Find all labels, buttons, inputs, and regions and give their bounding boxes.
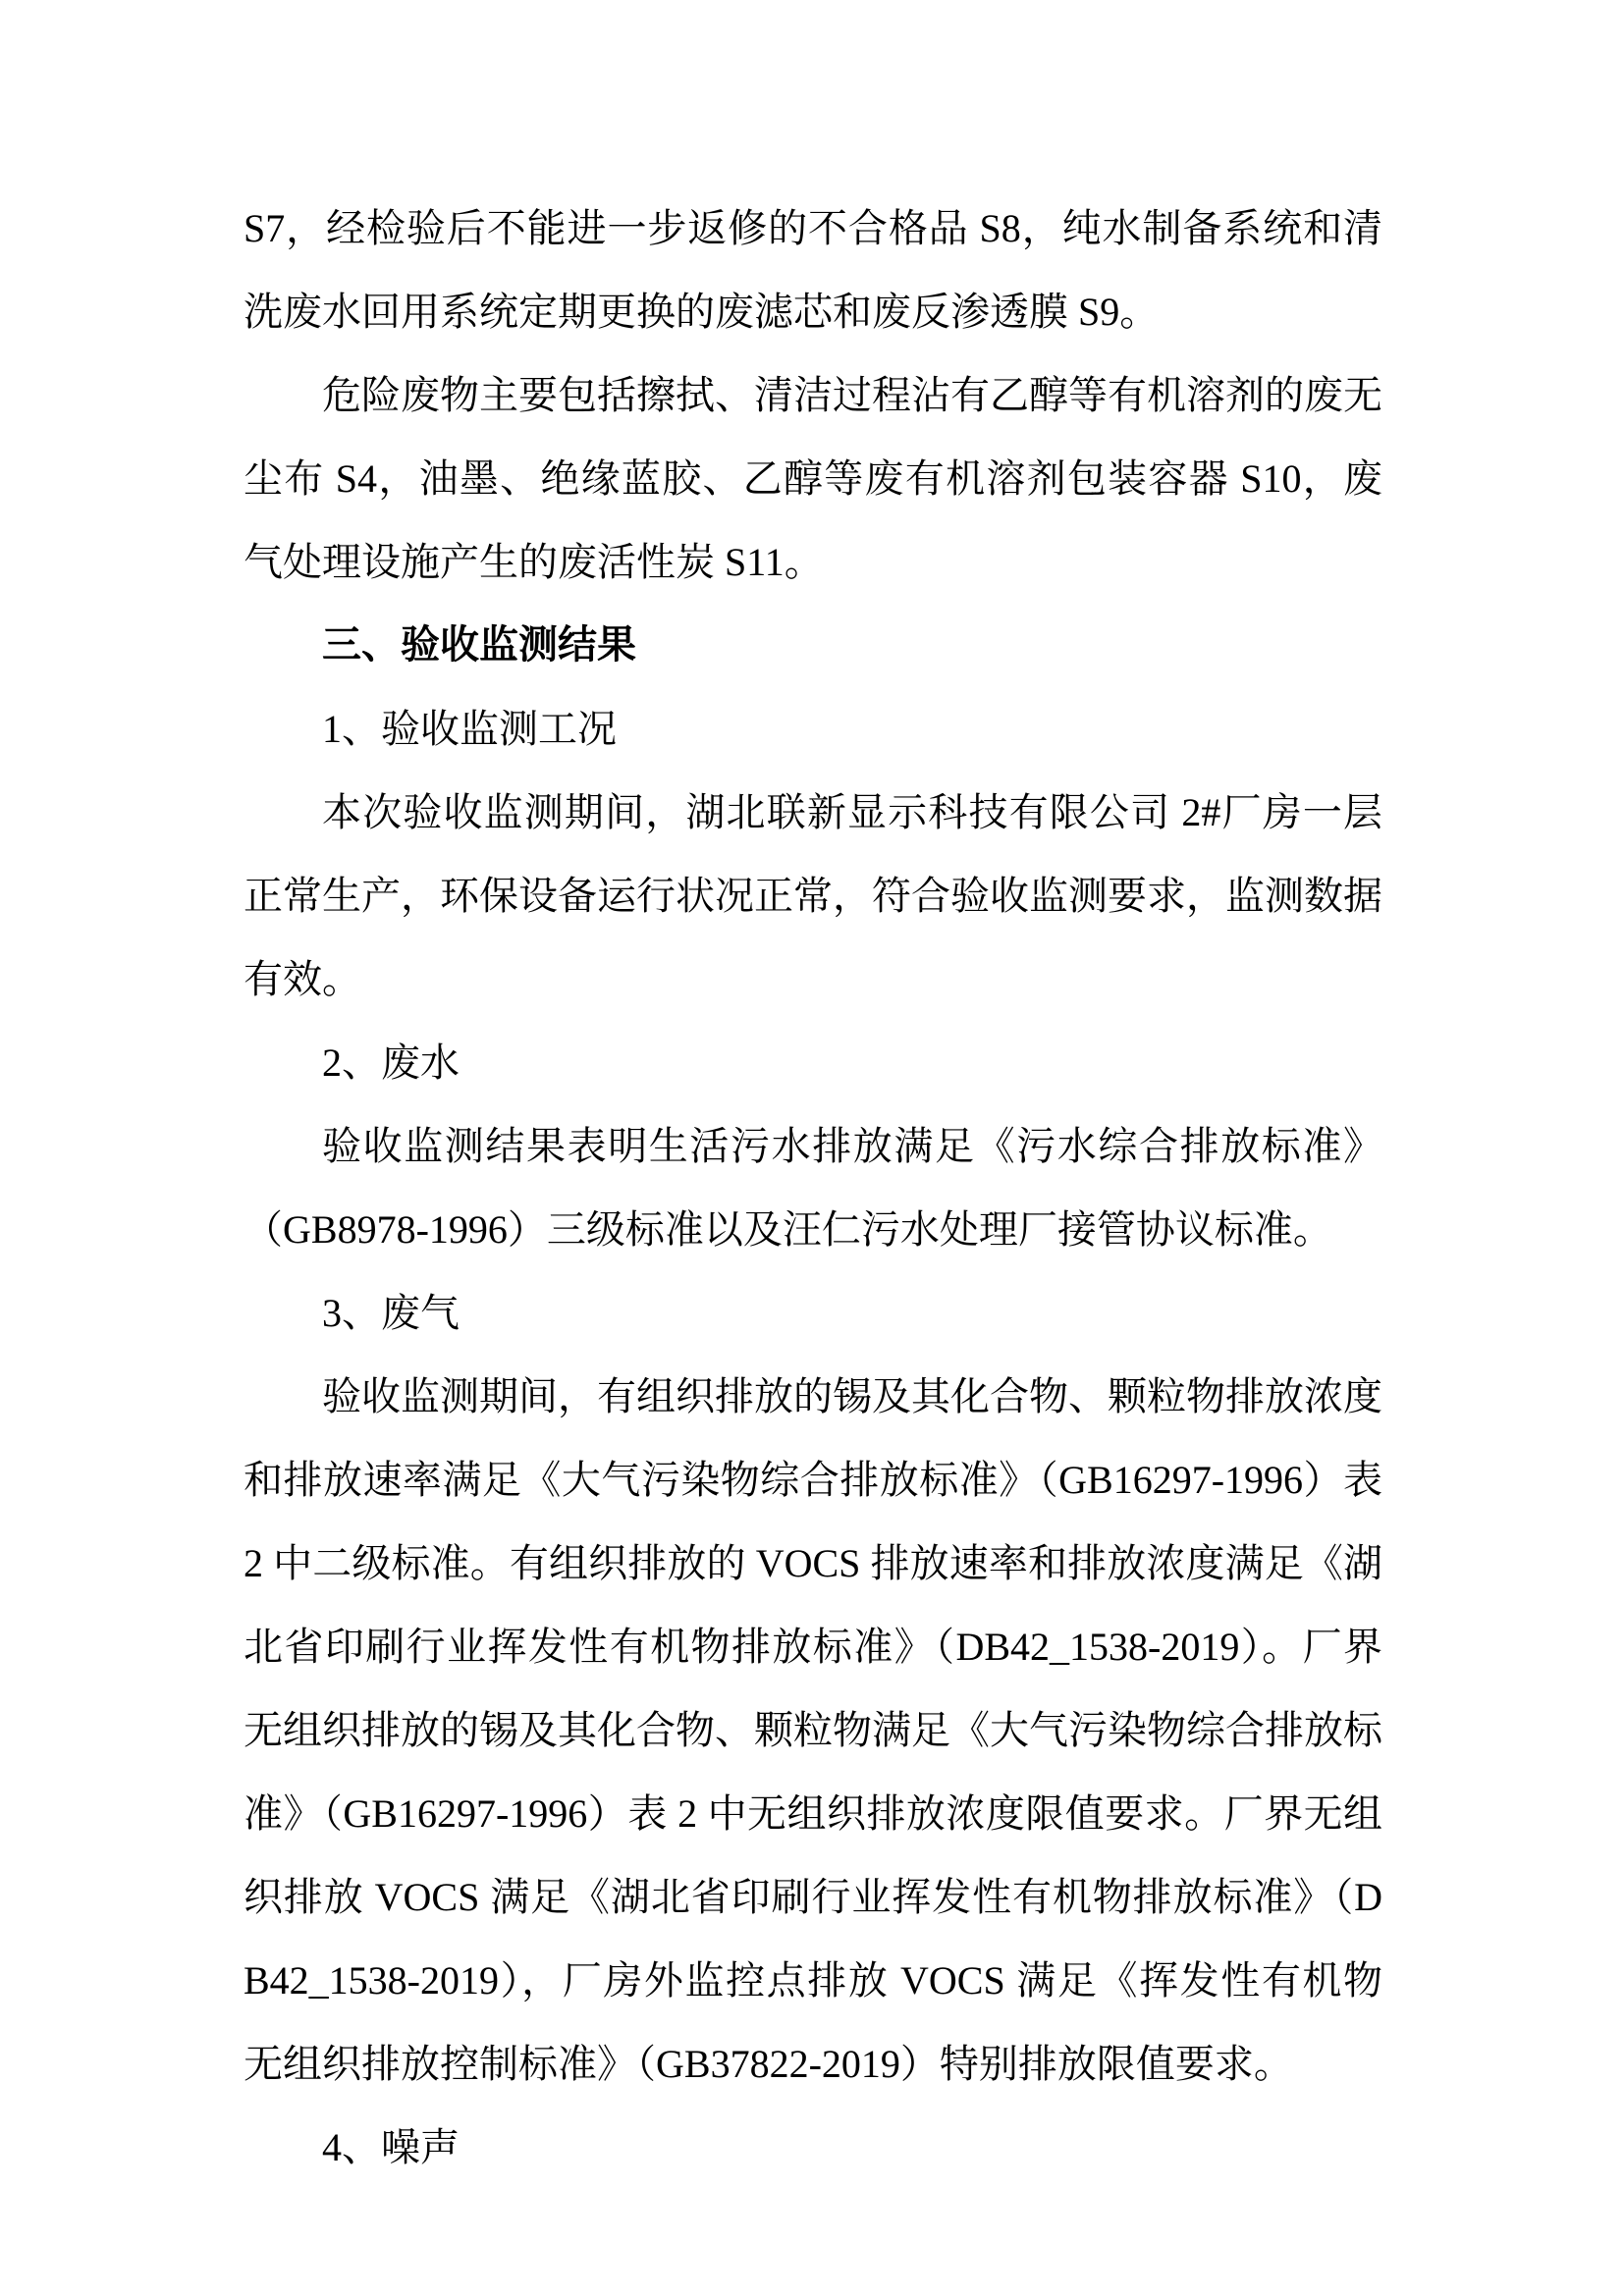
paragraph: 2、废水 bbox=[322, 1041, 460, 1085]
paragraph: S7，经检验后不能进一步返修的不合格品 S8，纯水制备系统和清洗废水回用系统定期更换的废滤芯和废反渗透膜 S9。 bbox=[244, 206, 1382, 334]
paragraph: 危险废物主要包括擦拭、清洁过程沾有乙醇等有机溶剂的废无尘布 S4，油墨、绝缘蓝胶、乙醇等废有机溶剂包装容器 S10，废气处理设施产生的废活性炭 S11。 bbox=[244, 373, 1382, 584]
paragraph: 4、噪声 bbox=[322, 2125, 460, 2169]
document-body bbox=[244, 187, 1382, 2189]
section-heading: 三、验收监测结果 bbox=[322, 623, 636, 667]
paragraph: 1、验收监测工况 bbox=[322, 707, 617, 751]
paragraph: 本次验收监测期间，湖北联新显示科技有限公司 2#厂房一层正常生产，环保设备运行状况正常，符合验收监测要求，监测数据有效。 bbox=[244, 790, 1382, 1001]
paragraph: 验收监测结果表明生活污水排放满足《污水综合排放标准》（GB8978-1996）三级标准以及汪仁污水处理厂接管协议标准。 bbox=[244, 1124, 1382, 1252]
paragraph: 3、废气 bbox=[322, 1291, 460, 1335]
paragraph: 验收监测期间，有组织排放的锡及其化合物、颗粒物排放浓度和排放速率满足《大气污染物综合排放标准》（GB16297-1996）表 2 中二级标准。有组织排放的 VOCS 排放速率和排放浓度满足《湖北省印刷行业挥发性有机物排放标准》（DB42_1538-2019）。厂界无组织排放的锡及其化合物、颗粒物满足《大气污染物综合排放标准》（GB16297-1996）表 2 中无组织排放浓度限值要求。厂界无组织排放 VOCS 满足《湖北省印刷行业挥发性有机物排放标准》（DB42_1538-2019），厂房外监控点排放 VOCS 满足《挥发性有机物无组织排放控制标准》（GB37822-2019）特别排放限值要求。 bbox=[244, 1374, 1382, 2086]
